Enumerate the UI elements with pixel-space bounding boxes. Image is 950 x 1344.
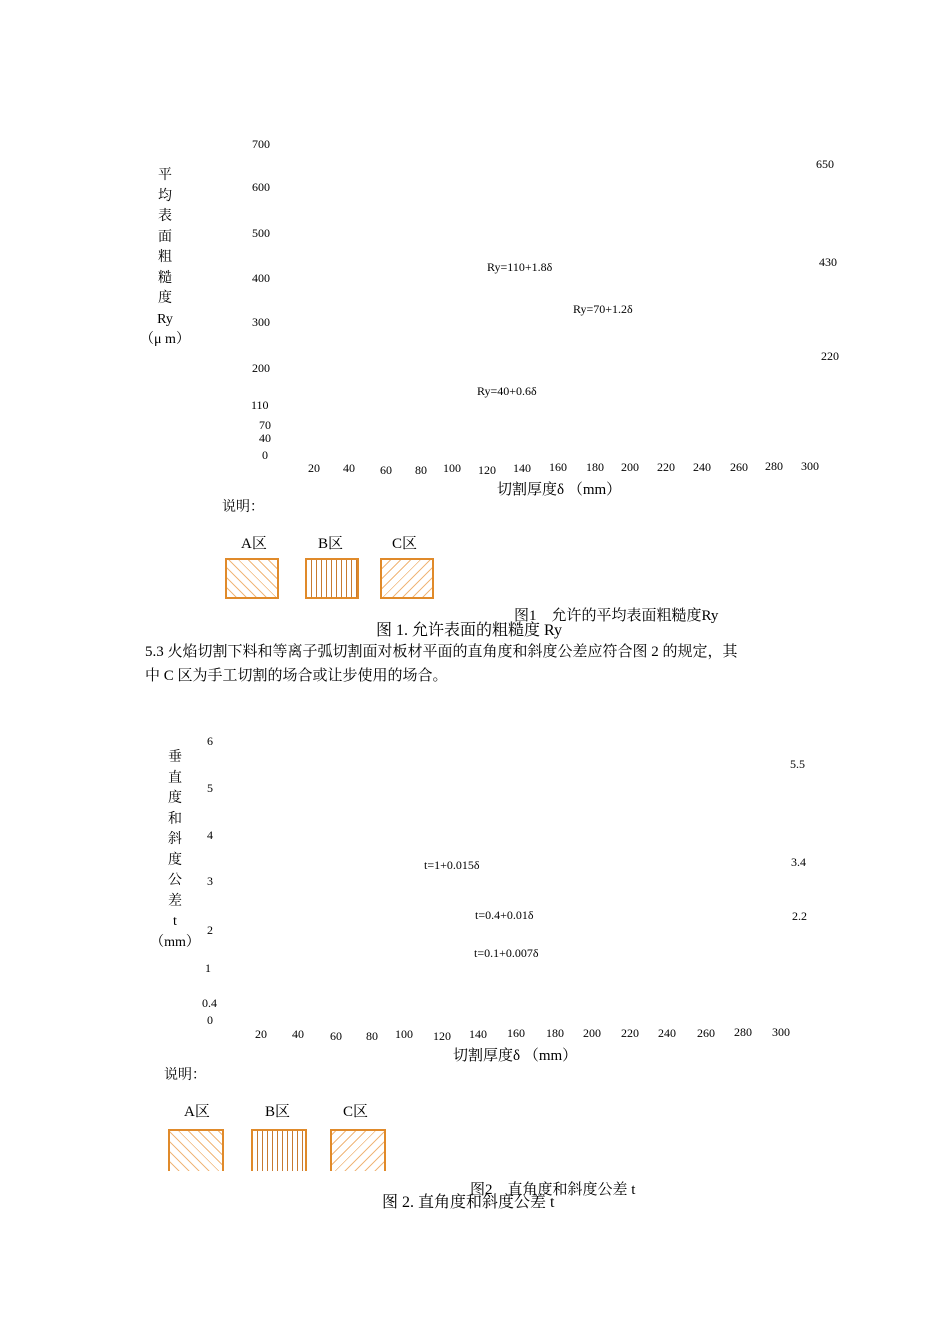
fig1-ylabel-char: 糙 xyxy=(158,270,172,286)
fig2-ylabel-char: 差 xyxy=(168,893,182,909)
fig2-x-tick: 240 xyxy=(658,1026,676,1040)
fig2-right-value: 2.2 xyxy=(792,909,807,923)
fig1-x-tick: 120 xyxy=(478,463,496,477)
fig2-legend-swatch-b xyxy=(251,1129,307,1171)
fig2-ylabel-char: 直 xyxy=(168,770,182,786)
fig2-y-axis-label xyxy=(150,748,200,953)
fig2-formula-b: t=0.4+0.01δ xyxy=(475,908,534,922)
fig1-y-tick: 70 xyxy=(259,418,271,432)
fig2-y-tick: 5 xyxy=(207,781,213,795)
fig2-right-value: 5.5 xyxy=(790,757,805,771)
fig1-formula-a: Ry=110+1.8δ xyxy=(487,260,553,274)
section-paragraph xyxy=(145,640,738,688)
fig1-right-value: 220 xyxy=(821,349,839,363)
fig2-x-tick: 180 xyxy=(546,1026,564,1040)
fig1-legend-label-a: A区 xyxy=(241,536,267,552)
fig2-x-tick: 160 xyxy=(507,1026,525,1040)
fig1-x-tick: 160 xyxy=(549,460,567,474)
fig1-legend-label-b: B区 xyxy=(318,536,344,552)
fig1-legend-swatch-a xyxy=(225,558,279,599)
fig2-formula-a: t=1+0.015δ xyxy=(424,858,480,872)
fig1-legend-swatch-b xyxy=(305,558,359,599)
fig1-y-tick: 40 xyxy=(259,431,271,445)
fig1-x-tick: 200 xyxy=(621,460,639,474)
fig2-ylabel-char: 公 xyxy=(168,873,182,888)
fig2-ylabel-char: 度 xyxy=(168,791,182,806)
fig1-formula-c: Ry=40+0.6δ xyxy=(477,384,537,398)
fig1-ylabel-char: 平 xyxy=(158,168,172,183)
fig2-x-axis-label: 切割厚度δ （mm） xyxy=(453,1048,578,1064)
fig1-legend-title: 说明： xyxy=(222,500,264,515)
fig2-ylabel-char: 度 xyxy=(168,852,182,868)
fig2-y-tick: 0.4 xyxy=(202,996,217,1010)
fig1-x-tick: 80 xyxy=(415,463,427,477)
fig2-x-tick: 120 xyxy=(433,1029,451,1043)
fig1-caption: 图 1. 允许表面的粗糙度 Ry xyxy=(376,622,563,639)
fig1-ylabel-char: 粗 xyxy=(158,250,172,265)
fig1-ylabel-char: 度 xyxy=(158,291,172,306)
fig1-ylabel-char: 面 xyxy=(158,229,172,245)
fig1-x-tick: 260 xyxy=(730,460,748,474)
fig2-x-tick: 40 xyxy=(292,1027,304,1041)
fig2-x-tick: 140 xyxy=(469,1027,487,1041)
fig1-y-tick: 0 xyxy=(262,448,268,462)
fig2-formula-c: t=0.1+0.007δ xyxy=(474,946,539,960)
fig1-y-tick: 700 xyxy=(252,137,270,151)
fig1-x-tick: 60 xyxy=(380,463,392,477)
paragraph-line: 5.3 火焰切割下料和等离子弧切割面对板材平面的直角度和斜度公差应符合图 2 的规定，其 xyxy=(145,644,738,660)
fig2-x-tick: 300 xyxy=(772,1025,790,1039)
fig2-legend-label-a: A区 xyxy=(184,1104,210,1120)
fig2-legend-label-b: B区 xyxy=(265,1104,291,1120)
fig1-x-tick: 20 xyxy=(308,461,320,475)
fig2-ylabel-char: t xyxy=(173,914,177,929)
fig2-legend-swatch-c xyxy=(330,1129,386,1171)
fig1-x-tick: 240 xyxy=(693,460,711,474)
fig1-ylabel-char: 均 xyxy=(158,188,172,204)
fig2-x-tick: 100 xyxy=(395,1027,413,1041)
fig1-x-axis-label: 切割厚度δ （mm） xyxy=(497,482,622,498)
fig1-inner-caption: 图1 允许的平均表面粗糙度Ry xyxy=(514,608,719,624)
fig1-x-tick: 280 xyxy=(765,459,783,473)
fig1-ylabel-char: （μ m） xyxy=(140,332,190,347)
fig1-right-value: 430 xyxy=(819,255,837,269)
fig2-y-tick: 3 xyxy=(207,874,213,888)
fig1-y-tick: 200 xyxy=(252,361,270,375)
fig2-legend-swatch-a xyxy=(168,1129,224,1171)
fig1-y-tick: 110 xyxy=(251,398,269,412)
fig1-x-tick: 300 xyxy=(801,459,819,473)
fig2-x-tick: 200 xyxy=(583,1026,601,1040)
fig2-x-tick: 280 xyxy=(734,1025,752,1039)
fig1-x-tick: 100 xyxy=(443,461,461,475)
paragraph-line: 中 C 区为手工切割的场合或让步使用的场合。 xyxy=(145,668,448,684)
fig1-y-tick: 500 xyxy=(252,226,270,240)
fig1-x-tick: 220 xyxy=(657,460,675,474)
fig1-ylabel-char: Ry xyxy=(157,311,173,327)
fig2-y-tick: 1 xyxy=(205,961,211,975)
fig2-y-tick: 6 xyxy=(207,734,213,748)
fig1-y-tick: 400 xyxy=(252,271,270,285)
fig2-y-tick: 2 xyxy=(207,923,213,937)
fig2-ylabel-char: 斜 xyxy=(168,832,182,847)
fig1-y-tick: 300 xyxy=(252,315,270,329)
fig1-x-tick: 180 xyxy=(586,460,604,474)
fig2-legend-title: 说明： xyxy=(164,1068,206,1083)
fig1-y-axis-label xyxy=(140,166,190,351)
fig2-ylabel-char: 垂 xyxy=(168,750,182,765)
fig2-ylabel-char: （mm） xyxy=(150,934,200,950)
fig2-x-tick: 20 xyxy=(255,1027,267,1041)
fig1-formula-b: Ry=70+1.2δ xyxy=(573,302,633,316)
fig2-x-tick: 80 xyxy=(366,1029,378,1043)
fig1-legend-label-c: C区 xyxy=(392,536,418,552)
fig1-y-tick: 600 xyxy=(252,180,270,194)
fig2-caption: 图 2. 直角度和斜度公差 t xyxy=(382,1194,555,1211)
fig1-ylabel-char: 表 xyxy=(158,209,172,224)
fig2-y-tick: 4 xyxy=(207,828,213,842)
fig1-x-tick: 140 xyxy=(513,461,531,475)
fig2-inner-caption: 图2 直角度和斜度公差 t xyxy=(470,1182,636,1198)
fig2-right-value: 3.4 xyxy=(791,855,806,869)
fig2-y-tick: 0 xyxy=(207,1013,213,1027)
fig1-right-value: 650 xyxy=(816,157,834,171)
fig2-x-tick: 60 xyxy=(330,1029,342,1043)
fig2-ylabel-char: 和 xyxy=(168,811,182,827)
fig2-x-tick: 260 xyxy=(697,1026,715,1040)
fig2-legend-label-c: C区 xyxy=(343,1104,369,1120)
fig1-legend-swatch-c xyxy=(380,558,434,599)
fig1-x-tick: 40 xyxy=(343,461,355,475)
fig2-x-tick: 220 xyxy=(621,1026,639,1040)
